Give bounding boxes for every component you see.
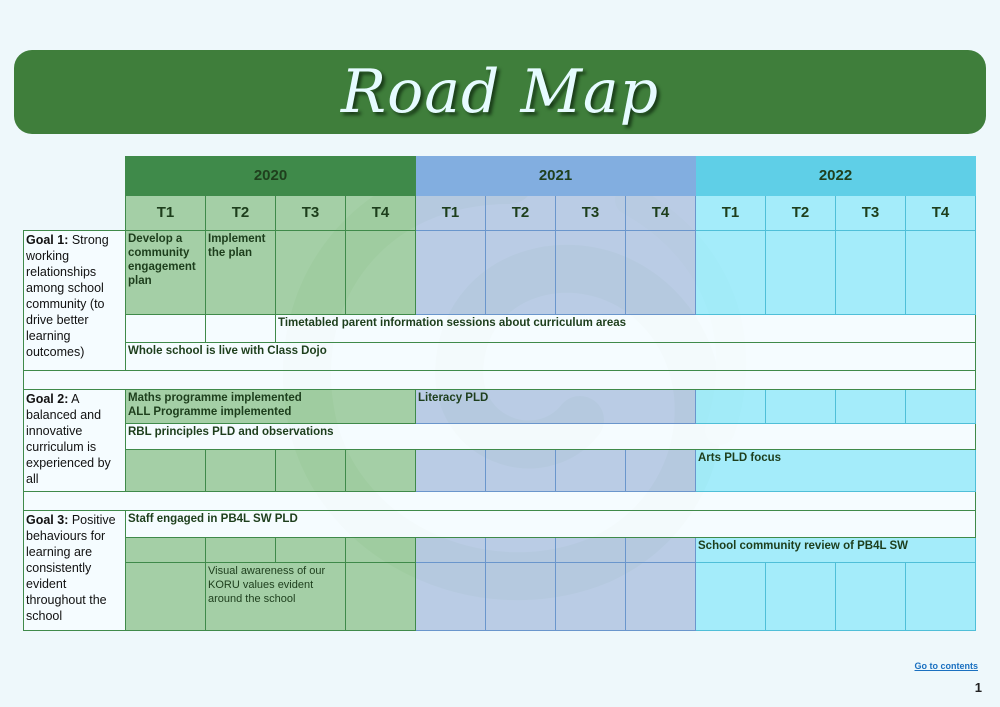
goal3-cell <box>24 511 126 631</box>
table-cell <box>416 538 486 563</box>
table-cell <box>836 231 906 315</box>
goal2-heading: Goal 2: <box>26 392 69 406</box>
table-cell <box>626 563 696 631</box>
year-2021-header: 2021 <box>416 157 696 196</box>
table-cell <box>416 450 486 492</box>
goal2-task-arts-pld: Arts PLD focus <box>696 450 976 492</box>
goal3-row-1 <box>24 511 976 538</box>
table-cell <box>556 450 626 492</box>
table-cell <box>346 538 416 563</box>
table-cell <box>766 390 836 424</box>
table-cell <box>416 231 486 315</box>
title-banner <box>14 50 986 134</box>
table-cell <box>126 538 206 563</box>
table-cell <box>556 538 626 563</box>
table-cell <box>556 563 626 631</box>
goal2-row-3 <box>24 450 976 492</box>
term-header: T3 <box>276 196 346 231</box>
goal3-heading: Goal 3: <box>26 513 69 527</box>
table-cell <box>486 231 556 315</box>
table-cell <box>276 450 346 492</box>
page-title: Road Map <box>340 57 660 127</box>
table-cell <box>416 563 486 631</box>
table-cell <box>906 231 976 315</box>
table-cell <box>556 231 626 315</box>
goal2-task-maths: Maths programme implemented <box>128 392 302 404</box>
term-header: T1 <box>696 196 766 231</box>
year-2020-header: 2020 <box>126 157 416 196</box>
roadmap-table <box>23 156 976 631</box>
table-cell <box>626 450 696 492</box>
go-to-contents-link[interactable]: Go to contents <box>914 661 978 671</box>
table-cell <box>206 450 276 492</box>
term-header: T1 <box>416 196 486 231</box>
goal1-text: Strong working relationships among school community (to drive better learning outcomes) <box>26 233 109 359</box>
table-cell <box>346 563 416 631</box>
goal3-row-2 <box>24 538 976 563</box>
table-cell <box>696 390 766 424</box>
term-header: T1 <box>126 196 206 231</box>
table-cell <box>276 231 346 315</box>
goal1-row-2 <box>24 315 976 343</box>
goal3-task-pb4l-pld: Staff engaged in PB4L SW PLD <box>126 511 976 538</box>
term-header: T4 <box>346 196 416 231</box>
table-cell <box>836 563 906 631</box>
goal3-row-3 <box>24 563 976 631</box>
table-cell <box>836 390 906 424</box>
goal1-task-develop-plan: Develop a community engagement plan <box>126 231 206 315</box>
goal3-task-pb4l-review: School community review of PB4L SW <box>696 538 976 563</box>
goal2-row-2 <box>24 424 976 450</box>
table-cell <box>486 450 556 492</box>
goal1-row-3 <box>24 343 976 371</box>
goal2-task-literacy-pld: Literacy PLD <box>416 390 696 424</box>
table-cell <box>126 315 206 343</box>
term-header-row <box>24 196 976 231</box>
term-header: T4 <box>626 196 696 231</box>
table-cell <box>766 563 836 631</box>
goal1-task-parent-sessions: Timetabled parent information sessions about curriculum areas <box>276 315 976 343</box>
goal1-row-1 <box>24 231 976 315</box>
year-header-row <box>24 157 976 196</box>
table-cell <box>626 231 696 315</box>
table-cell <box>24 371 976 390</box>
spacer-row <box>24 492 976 511</box>
goal1-cell <box>24 231 126 371</box>
table-cell <box>346 231 416 315</box>
page-number: 1 <box>974 680 982 695</box>
term-header: T2 <box>766 196 836 231</box>
table-cell <box>486 563 556 631</box>
table-cell <box>206 538 276 563</box>
spacer-row <box>24 371 976 390</box>
table-cell <box>696 231 766 315</box>
table-cell <box>626 538 696 563</box>
term-header: T2 <box>486 196 556 231</box>
table-cell <box>766 231 836 315</box>
table-cell <box>206 315 276 343</box>
goal3-text: Positive behaviours for learning are consistently evident throughout the school <box>26 513 116 623</box>
goal2-task-all-programme: ALL Programme implemented <box>128 406 292 418</box>
goal2-cell <box>24 390 126 492</box>
empty-corner <box>24 157 126 196</box>
table-cell <box>24 492 976 511</box>
goal1-task-class-dojo: Whole school is live with Class Dojo <box>126 343 976 371</box>
year-2022-header: 2022 <box>696 157 976 196</box>
table-cell <box>906 563 976 631</box>
goal2-text: A balanced and innovative curriculum is experienced by all <box>26 392 111 486</box>
goal3-task-koru-values: Visual awareness of our KORU values evident around the school <box>206 563 346 631</box>
goal2-task-rbl: RBL principles PLD and observations <box>126 424 976 450</box>
goal1-task-implement-plan: Implement the plan <box>206 231 276 315</box>
table-cell <box>486 538 556 563</box>
term-header: T4 <box>906 196 976 231</box>
goal2-row-1 <box>24 390 976 424</box>
table-cell <box>126 450 206 492</box>
goal2-task-maths-all <box>126 390 416 424</box>
empty-corner <box>24 196 126 231</box>
table-cell <box>346 450 416 492</box>
term-header: T3 <box>836 196 906 231</box>
goal1-heading: Goal 1: <box>26 233 69 247</box>
table-cell <box>126 563 206 631</box>
table-cell <box>276 538 346 563</box>
table-cell <box>906 390 976 424</box>
table-cell <box>696 563 766 631</box>
term-header: T3 <box>556 196 626 231</box>
term-header: T2 <box>206 196 276 231</box>
